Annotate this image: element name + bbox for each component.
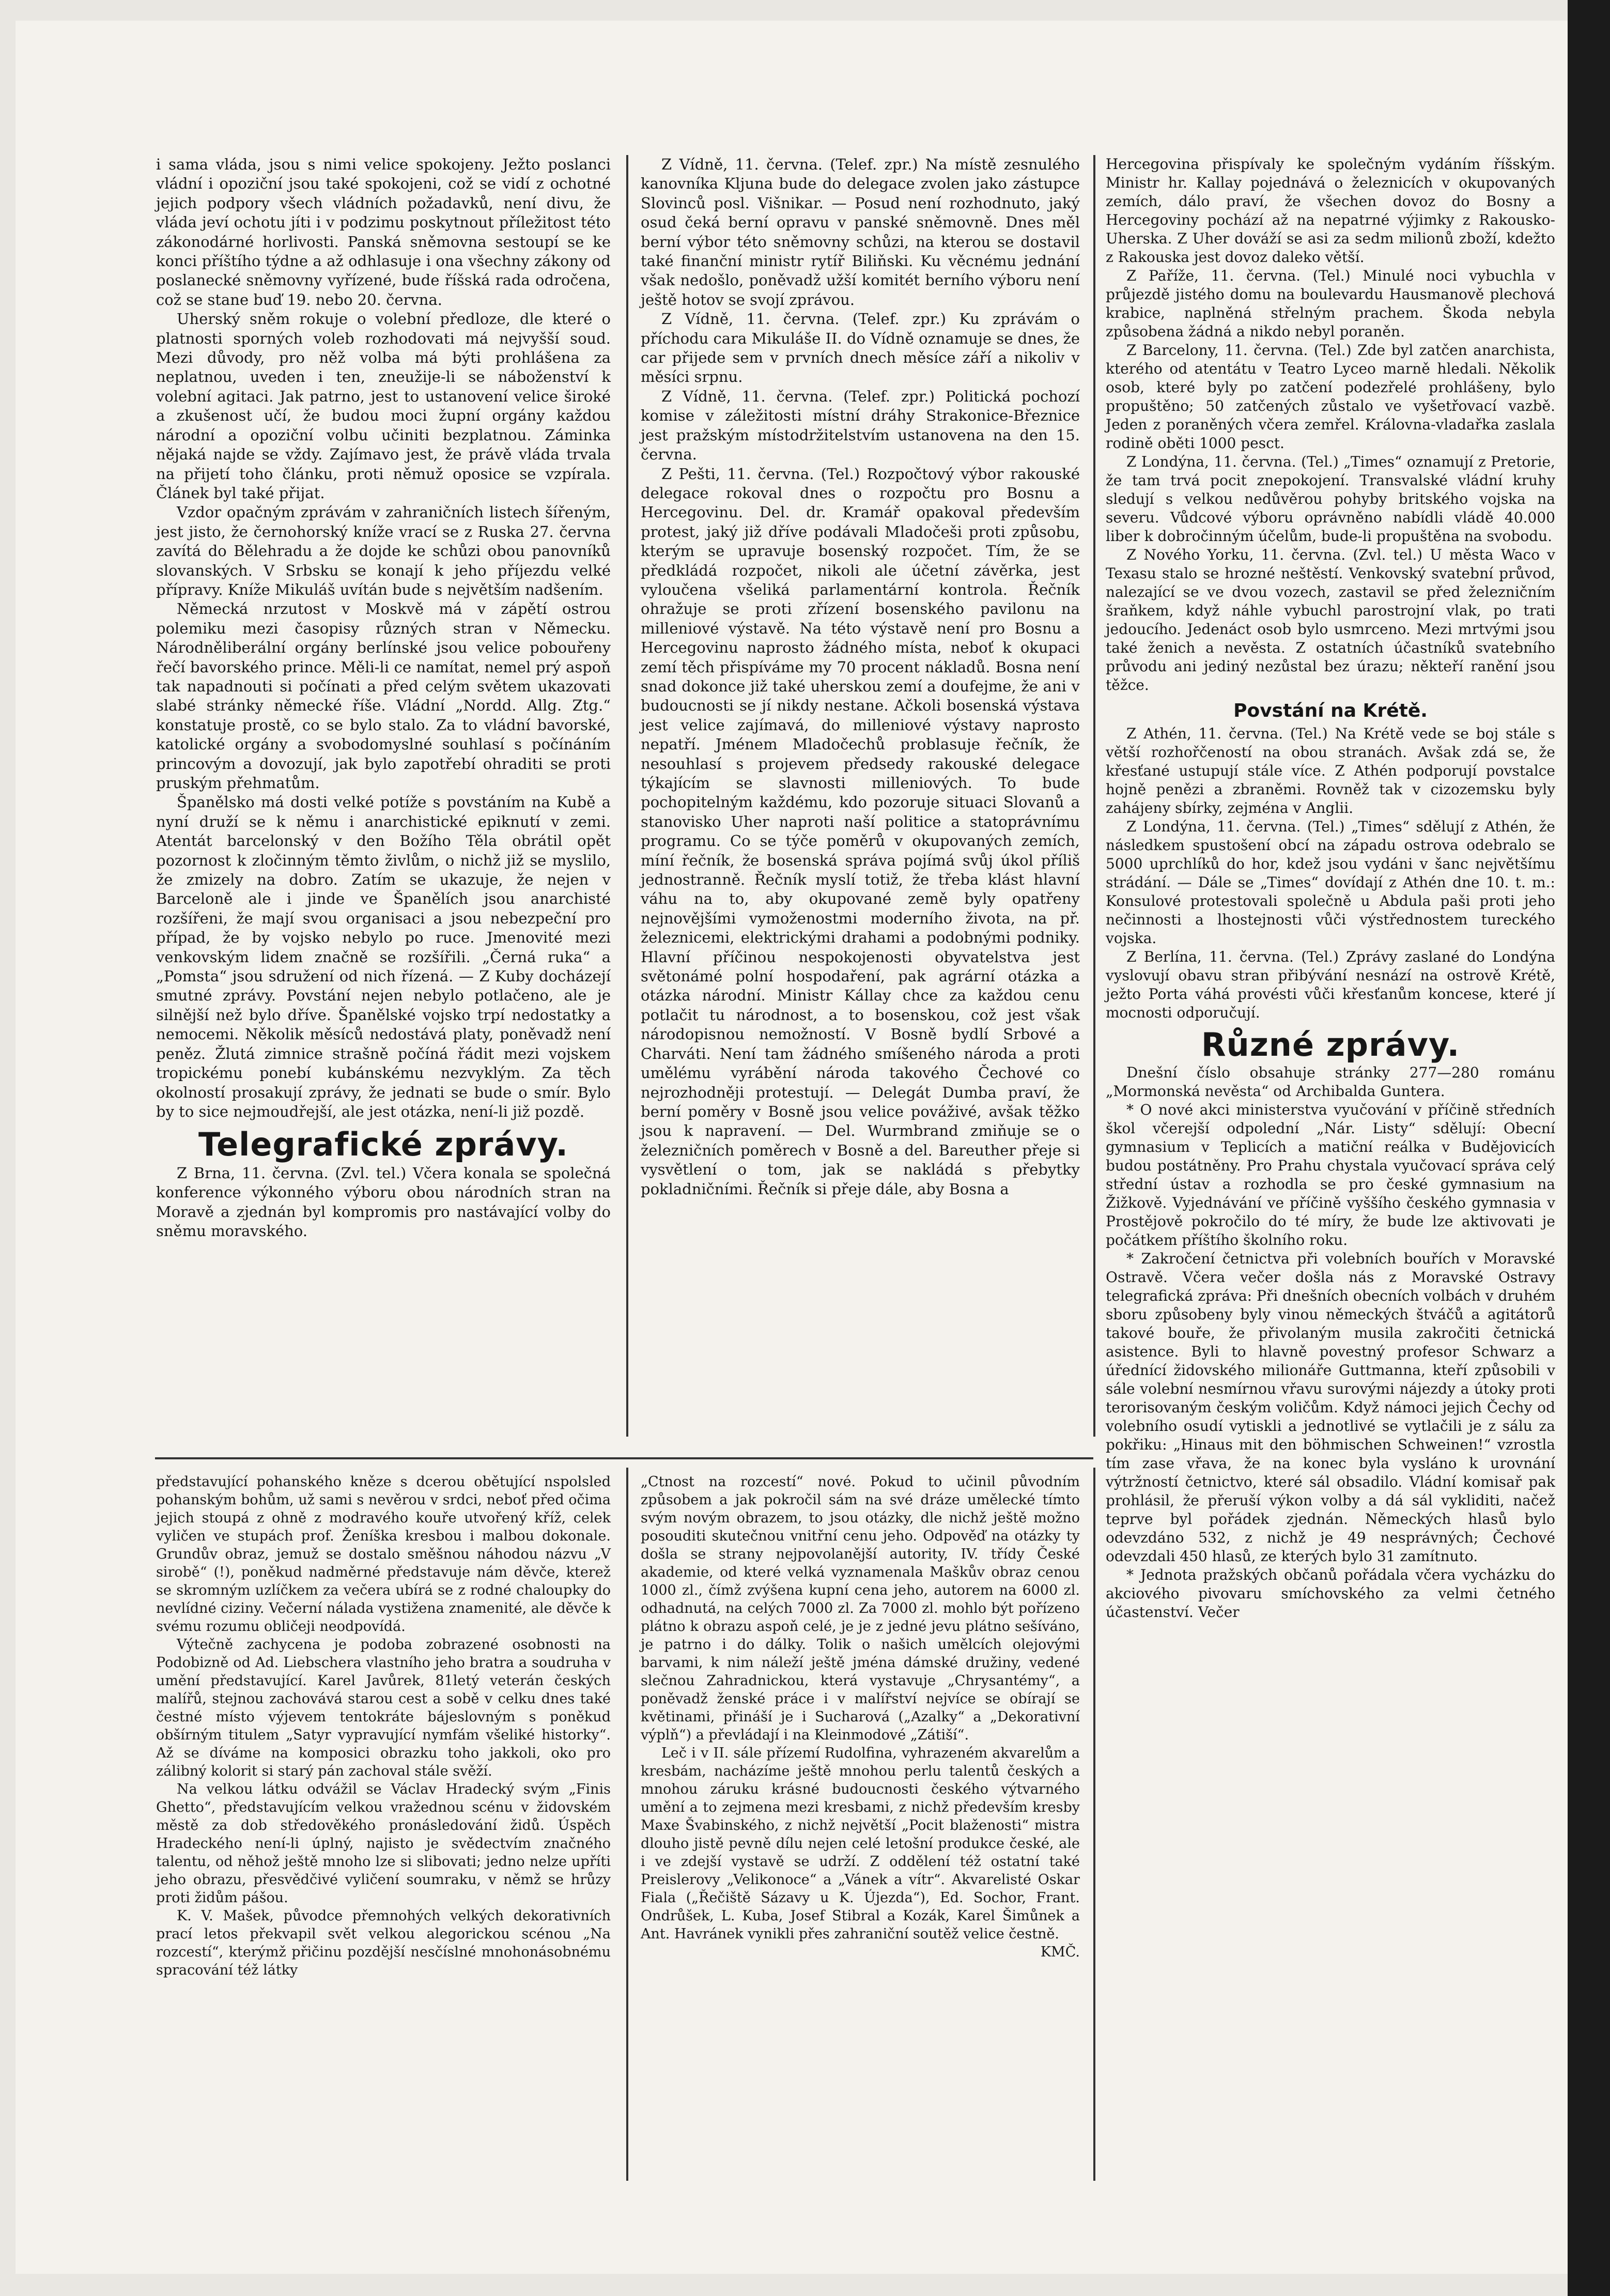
feuilleton-paragraph: Výtečně zachycena je podoba zobrazené osobnosti na Podobizně od Ad. Liebschera vlastního jeho bratra a soudruha v umění představující. Karel Javůrek, 81letý veterán českých malířů, stejnou zachovává starou cest a sobě v celku dnes také čestné místo výjevem tentokráte bájeslovným s poněkud obšírným titulem „Satyr vypravující nymfám všeliké historky“. Až se díváme na komposici obrazku toho jakkoli, oko pro zálibný kolorit si starý pán zachoval stále svěží.: [156, 1637, 611, 1779]
article-paragraph: Vzdor opačným zprávám v zahraničních listech šířeným, jest jisto, že černohorský kníže vrací se z Ruska 27. června zavítá do Bělehradu a že dojde ke schůzi obou panovníků slovanských. V Srbsku se konají k jeho příjezdu velké přípravy. Kníže Mikuláš uvítán bude s největším nadšením.: [156, 503, 611, 598]
feuilleton-signature: KMČ.: [1040, 1944, 1080, 1960]
telegram-item: Z Londýna, 11. června. (Tel.) „Times“ sdělují z Athén, že následkem spustošení obcí na západu ostrova odebralo se 5000 uprchlíků do hor, kdež jsou vydáni v šanc největšímu strádání. — Dále se „Times“ dovídají z Athén dne 10. t. m.: Konsulové protestovali společně u Abdula paši proti jeho nečinnosti a lhostejnosti vůči výstřednostem tureckého vojska.: [1106, 818, 1555, 947]
telegram-item: Z Paříže, 11. června. (Tel.) Minulé noci vybuchla v průjezdě jistého domu na boulevardu Hausmanově plechová krabice, naplněná střelným prachem. Škoda nebyla způsobena žádná a nikdo nebyl poraněn.: [1106, 267, 1555, 340]
column-foreign: [1106, 155, 1555, 2160]
news-item: * Zakročení četnictva při volebních bouřích v Moravské Ostravě. Včera večer došla nás z Moravské Ostravy telegrafická zpráva: Při dnešních obecních volbách v druhém sboru způsobeny byly vinou německých štváčů a agitátorů takové bouře, že přivolaným musila zakročiti četnická asistence. Byli to hlavně povestný profesor Schwarz a úřednící židovského milionáře Guttmanna, kteří způsobili v sále volební nesmírnou vřavu surovými nájezdy a útoky proti terorisovaným českým voličům. Když námoci jejich Čechy od volebního osudí vytiskli a jednotlivé se vytlačili je z sálu za pokřiku: „Hinaus mit den böhmischen Schweinen!“ vzrostla tím zase vřava, že na konec byla vysláno k urovnání výtržností četnictvo, které sál obsadilo. Vládní komisař pak prohlásil, že přeruší výkon volby a dá sál vykliditi, načež teprve byl pořádek zjednán. Německých hlasů bylo odevzdáno 532, z nichž je 49 nesprávných; Čechové odevzdali 450 hlasů, ze kterých bylo 31 zamítnuto.: [1106, 1250, 1555, 1565]
subsection-heading: Povstání na Krétě.: [1233, 700, 1428, 721]
feuilleton-middle: [641, 1473, 1080, 2176]
section-heading: Telegrafické zprávy.: [198, 1126, 568, 1164]
news-item: * O nové akci ministerstva vyučování v příčině středních škol včerejší odpolední „Nár. Listy“ sdělují: Obecní gymnasium v Teplicích a matiční reálka v Budějovicích budou postátněny. Pro Prahu chystala vyučovací správa celý střední ústav a rozhodla se pro české gymnasium na Žižkově. Vyjednávání ve příčině vyššího českého gymnasia v Prostějově pokročilo do té míry, že bude lze aktivovati je počátkem příštího školního roku.: [1106, 1101, 1555, 1249]
article-paragraph: Španělsko má dosti velké potíže s povstáním na Kubě a nyní druží se k němu i anarchistické epiknutí v zemi. Atentát barcelonský v den Božího Těla obrátil opět pozornost k zločinným těmto živlům, o nichž již se myslilo, že zmizely na dobro. Zatím se ukazuje, že nejen v Barceloně ale i jinde ve Španělích jsou anarchisté rozšířeni, že mají svou organisaci a jsou nebezpeční pro případ, že by vojsko nebylo po ruce. Jmenovité mezi venkovským lidem značně se rozšířili. „Černá ruka“ a „Pomsta“ jsou sdružení od nich řízená. — Z Kuby docházejí smutné zprávy. Povstání nejen nebylo potlačeno, ale je silnější než bylo dříve. Španělské vojsko trpí nedostatky a nemocemi. Několik měsíců nedostává platy, poněvadž není peněz. Žlutá zimnice strašně počíná řádit mezi vojskem tropickému ponebí kubánskému nezvyklým. Za těch okolností prosakují zprávy, že jednati se bude o smír. Bylo by to sice nejmoudřejší, ale jest otázka, není-li již pozdě.: [156, 793, 611, 1120]
feuilleton-paragraph: Na velkou látku odvážil se Václav Hradecký svým „Finis Ghetto“, představujícím velkou vražednou scénu v židovském městě za dob středověkého pronásledování židů. Úspěch Hradeckého není-li úplný, najisto je svědectvím značného talentu, od něhož ještě mnoho lze si slibovati; jedno nelze upříti jeho obrazu, přesvědčivé vyličení soumraku, v němž se hrůzy proti židům pášou.: [156, 1781, 611, 1906]
column-rule: [1093, 1468, 1095, 2181]
telegram-item: Z Athén, 11. června. (Tel.) Na Krétě vede se boj stále s větší rozhořčeností na obou stranách. Avšak zdá se, že křesťané ustupují stále více. Z Athén podporují povstalce hojně penězi a zbraněmi. Rovněž tak v cizozemsku byly zahájeny sbírky, zejména v Anglii.: [1106, 725, 1555, 816]
feuilleton-paragraph: „Ctnost na rozcestí“ nové. Pokud to učinil původním způsobem a jak pokročil sám na své dráze umělecké tímto svým novým obrazem, to jsou otázky, dle nichž ještě možno posouditi skutečnou vnitřní cenu jeho. Odpověď na otázky ty došla se strany nejpovolanější autority, IV. třídy České akademie, od které velká vyznamenala Maškův obraz cenou 1000 zl., čímž zvýšena kupní cena jeho, autorem na 6000 zl. odhadnutá, na celých 7000 zl. Za 7000 zl. mohlo být pořízeno plátno k obrazu aspoň celé, je je z jedné jevu plátno sešíváno, je patrno i do dálky. Tolik o našich umělcích olejovými barvami, k nim náleží ještě jména dámské družiny, vedené slečnou Zahradnickou, která vystavuje „Chrysantémy“, a poněvadž ženské práce i v malířství nejvíce se obírají se květinami, přináší je i Sucharová („Azalky“ a „Dekorativní výplň“) a převládají i na Kleinmodové „Zátiší“.: [641, 1474, 1080, 1743]
feuilleton-left: [156, 1473, 611, 2176]
telegram-item: Z Nového Yorku, 11. června. (Zvl. tel.) U města Waco v Texasu stalo se hrozné neštěstí. Venkovský svatební průvod, nalezající se ve dvou vozech, zastavil se před železničním šraňkem, když náhle vybuchl parostrojní vlak, po trati jedoucího. Jedenáct osob bylo usmrceno. Mezi mrtvými jsou také ženich a nevěsta. Z ostatních účastníků svatebního průvodu ani jediný nezůstal bez úrazu; někteří ranění jsou těžce.: [1106, 546, 1555, 694]
telegram-item: Z Barcelony, 11. června. (Tel.) Zde byl zatčen anarchista, kterého od atentátu v Teatro Lyceo marně hledali. Několik osob, které byly po zatčení podezřelé prohlášeny, bylo propuštěno; 50 zatčených zůstalo ve vyšetřovací vazbě. Jeden z poraněných včera zemřel. Královna-vladařka zaslala rodině oběti 1000 pesct.: [1106, 342, 1555, 452]
column-telegrams: [641, 155, 1080, 1447]
feuilleton-paragraph: Leč i v II. sále přízemí Rudolfina, vyhrazeném akvarelům a kresbám, nacházíme ještě mnohou perlu talentů českých a mnohou záruku krásné budoucnosti českého výtvarného umění a to zejmena mezi kresbami, z nichž především kresby Maxe Švabinského, z nichž největší „Pocit blaženosti“ mistra dlouho jistě pevně dílu nejen celé letošní produkce české, ale i ve zdejší vystavě se udrží. Z oddělení též ostatní také Preislerovy „Velikonoce“ a „Vánek a vítr“. Akvarelisté Oskar Fiala („Řečiště Sázavy u K. Újezda“), Ed. Sochor, Frant. Ondrůšek, L. Kuba, Josef Stibral a Kozák, Karel Šimůnek a Ant. Havránek vynikli přes zahraniční soutěž velice čestně.: [641, 1745, 1080, 1942]
column-rule: [626, 155, 628, 1437]
telegram-item: Z Londýna, 11. června. (Tel.) „Times“ oznamují z Pretorie, že tam trvá pocit znepokojení. Transvalské vládní kruhy sledují s velkou nedůvěrou pohyby britského vojska na severu. Vůdcové výboru oprávněno nabídli vládě 40.000 liber k dobročinným účelům, bude-li propuštěna na svobodu.: [1106, 453, 1555, 545]
telegram-item: Z Vídně, 11. června. (Telef. zpr.) Ku zprávám o příchodu cara Mikuláše II. do Vídně oznamuje se dnes, že car přijede sem v prvních dnech měsíce září a nikoliv v měsíci srpnu.: [641, 310, 1080, 386]
telegram-item: Hercegovina přispívaly ke společným vydáním říšským. Ministr hr. Kallay pojednává o železnicích v okupovaných zemích, dálo praví, že všechen dovoz do Bosny a Hercegoviny pochází až na nepatrné výjimky z Rakousko-Uherska. Z Uher dováží se asi za sedm milionů zboží, kdežto z Rakouska jest dovoz daleko větší.: [1106, 156, 1555, 266]
article-paragraph: i sama vláda, jsou s nimi velice spokojeny. Ježto poslanci vládní i opoziční jsou také spokojeni, což se vidí z ochotné jejich podpory všech vládních požadavků, není divu, že vláda jeví ochotu jíti i v podzimu poskytnout příležitost této zákonodárné horlivosti. Panská sněmovna sestoupí se ke konci příštího týdne a až odhlasuje i ona všechny zákony od poslanecké sněmovny vyřízené, bude říšská rada odročena, což se stane buď 19. nebo 20. června.: [156, 156, 611, 309]
telegram-item: Z Vídně, 11. června. (Telef. zpr.) Politická pochozí komise v záležitosti místní dráhy Strakonice-Březnice jest pražským místodržitelstvím ustanovena na den 15. června.: [641, 387, 1080, 464]
section-heading: Různé zprávy.: [1201, 1026, 1460, 1064]
news-item: Dnešní číslo obsahuje stránky 277—280 románu „Mormonská nevěsta“ od Archibalda Guntera.: [1106, 1064, 1555, 1100]
telegram-item: Z Pešti, 11. června. (Tel.) Rozpočtový výbor rakouské delegace rokoval dnes o rozpočtu pro Bosnu a Hercegovinu. Del. dr. Kramář opakoval především protest, jaký již dříve podávali Mladočeši proti způsobu, kterým se upravuje bosenský rozpočet. Tím, že se předkládá rozpočet, nikoli ale účetní závěrka, jest vyloučena všeliká parlamentární kontrola. Řečník ohražuje se proti zřízení bosenského pavilonu na milleniové výstavě. Na této výstavě není pro Bosnu a Hercegovinu naprosto žádného místa, neboť k okupaci zemí těch přispíváme my 70 procent nákladů. Bosna není snad dokonce již také uherskou zemí a doufejme, že ani v budoucnosti se jí nikdy nestane. Ačkoli bosenská výstava jest velice zajímavá, do milleniové výstavy naprosto nepatří. Jménem Mladočechů problasuje řečník, že nesouhlasí s projevem předsedy rakouské delegace týkajícím se slavnosti milleniových. To bude pochopitelným každému, kdo pozoruje situaci Slovanů a stanovisko Uher naproti naší politice a statoprávnímu programu. Co se týče poměrů v okupovaných zemích, míní řečník, že bosenská správa pojímá svůj úkol příliš jednostranně. Řečník myslí totiž, že třeba klást hlavní váhu na to, aby okupované země byly opatřeny nejnovějšími vymoženostmi moderního života, na př. železnicemi, elektrickými drahami a podobnými podniky. Hlavní příčinou nespokojenosti obyvatelstva jest světonámé polní hospodaření, pak agrární otázka a otázka národní. Ministr Kállay chce za každou cenu potlačit tu národnost, a to bosenskou, což jest však národopisnou nemožností. V Bosně bydlí Srbové a Charváti. Není tam žádného smíšeného národa a proti umělému vyrábění národa takového Čechové co nejrozhodněji protestují. — Delegát Dumba praví, že berní poměry v Bosně jsou velice pováživé, avšak těžko jsou k napravení. — Del. Wurmbrand zmiňuje se o železničních poměrech v Bosně a del. Bareuther přeje si vysvětlení o tom, jak se nakládá s přebytky pokladničními. Řečník si přeje dále, aby Bosna a: [641, 465, 1080, 1198]
telegram-item: Z Vídně, 11. června. (Telef. zpr.) Na místě zesnulého kanovníka Kljuna bude do delegace zvolen jako zástupce Slovinců posl. Višnikar. — Posud není rozhodnuto, jaký osud čeká berní opravu v panské sněmovně. Dnes měl berní výbor této sněmovny schůzi, na kterou se dostavil také finanční ministr rytíř Biliňski. Ku věcnému jednání však nedošlo, poněvadž užší komitét berního výboru není ještě hotov se svojí zprávou.: [641, 156, 1080, 309]
feuilleton-paragraph: představující pohanského kněze s dcerou obětující nspolsled pohanským bohům, už sami s nevěrou v srdci, neboť před očima jejich stoupá z ohně z modravého kouře utvořený kříž, celek vyličen ve stupách prof. Ženíška kresbou i malbou dokonale. Grundův obraz, jemuž se dostalo směšnou náhodou názvu „V sirobě“ (!), poněkud nadměrné představuje nám děvče, kterež se skromným uzlíčkem za večera ubírá se z rodné chaloupky do nevlídné ciziny. Večerní nálada vystižena znamenité, ale děvče k svému rozumu obličeji neodpovídá.: [156, 1474, 611, 1635]
column-rule: [1093, 155, 1095, 1437]
article-paragraph: Německá nrzutost v Moskvě má v zápětí ostrou polemiku mezi časopisy různých stran v Německu. Národněliberální orgány berlínské jsou velice pobouřeny řečí bavorského prince. Měli-li ce namítat, nemel prý aspoň tak napadnouti si počínati a před celým světem ukazovati slabé stránky německé říše. Vládní „Nordd. Allg. Ztg.“ konstatuje prostě, co se bylo stalo. Za to vládní bavorské, katolické orgány a svobodomyslné souhlasí s počínáním princovým a dovozují, jak bylo zapotřebí ohraditi se proti pruským přehmatům.: [156, 600, 611, 792]
article-paragraph: Uherský sněm rokuje o volební předloze, dle které o platnosti sporných voleb rozhodovati má nejvyšší soud. Mezi důvody, pro něž volba má býti prohlášena za neplatnou, uveden i ten, zneužije-li se náboženství k volební agitaci. Jak patrno, jest to ustanovení velice široké a zkušenost učí, že budou moci župní orgány každou národní a opoziční volbu učiniti bezplatnou. Záminka nějaká najde se vždy. Zajímavo jest, že právě vláda trvala na přijetí toho článku, proti němuž oposice se vzpírala. Článek byl také přijat.: [156, 310, 611, 502]
news-item: * Jednota pražských občanů pořádala včera vycházku do akciového pivovaru smíchovského za velmi četného účastenství. Večer: [1106, 1566, 1555, 1621]
feuilleton-paragraph: K. V. Mašek, původce přemnohých velkých dekorativních prací letos překvapil svět velkou alegorickou scénou „Na rozcestí“, kterýmž přičinu pozdější nesčíslné mnohonásobnému spracování též látky: [156, 1908, 611, 1978]
feuilleton-rule: [155, 1457, 1093, 1459]
column-politics: [156, 155, 611, 1447]
column-rule: [626, 1468, 628, 2181]
telegram-item: Z Berlína, 11. června. (Tel.) Zprávy zaslané do Londýna vyslovují obavu stran přibývání nesnází na ostrově Krétě, ježto Porta váhá provésti vůči křesťanům koncese, které jí mocnosti odporučují.: [1106, 948, 1555, 1021]
telegram-item: Z Brna, 11. června. (Zvl. tel.) Včera konala se společná konference výkonného výboru obou národních stran na Moravě a zjednán byl kompromis pro nastávající volby do sněmu moravského.: [156, 1164, 611, 1240]
scan-border: [1568, 0, 1610, 2296]
